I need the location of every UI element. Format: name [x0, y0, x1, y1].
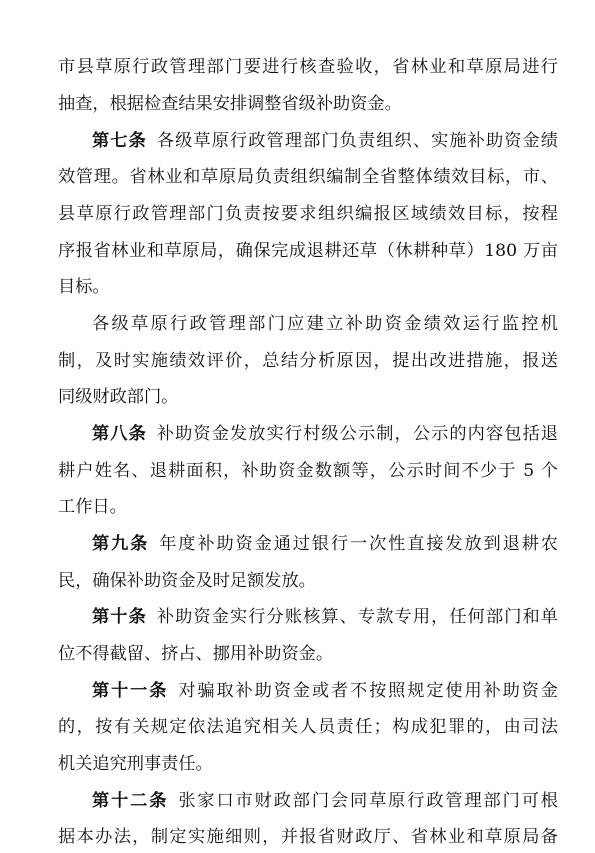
text-line: 耕户姓名、退耕面积，补助资金数额等，公示时间不少于 5 个	[58, 461, 558, 481]
text-line: 县草原行政管理部门负责按要求组织编报区域绩效目标，按程	[58, 204, 558, 224]
article-heading: 第十一条	[92, 681, 169, 701]
article-heading: 第十条	[92, 607, 147, 627]
text-line: 效管理。省林业和草原局负责组织编制全省整体绩效目标，市、	[58, 167, 558, 187]
text-line: 抽查，根据检查结果安排调整省级补助资金。	[58, 94, 402, 114]
text-line: 目标。	[58, 277, 110, 297]
article-first-line: 第十一条 对骗取补助资金或者不按照规定使用补助资金	[92, 681, 558, 701]
article-first-line: 第十二条 张家口市财政部门会同草原行政管理部门可根	[92, 791, 558, 811]
article-heading: 第九条	[92, 534, 150, 554]
article-heading: 第八条	[92, 424, 147, 444]
article-first-line: 第七条 各级草原行政管理部门负责组织、实施补助资金绩	[92, 131, 558, 151]
text-line: 序报省林业和草原局，确保完成退耕还草（休耕种草）180 万亩	[58, 241, 558, 261]
article-heading: 第十二条	[92, 791, 169, 811]
text-line: 市县草原行政管理部门要进行核查验收，省林业和草原局进行	[58, 57, 558, 77]
article-first-line: 第九条 年度补助资金通过银行一次性直接发放到退耕农	[92, 534, 558, 554]
text-line: 工作日。	[58, 497, 127, 517]
article-heading: 第七条	[92, 131, 147, 151]
text-line: 机关追究刑事责任。	[58, 754, 213, 774]
article-first-line: 第十条 补助资金实行分账核算、专款专用，任何部门和单	[92, 607, 558, 627]
text-line: 位不得截留、挤占、挪用补助资金。	[58, 644, 334, 664]
text-line: 的，按有关规定依法追究相关人员责任；构成犯罪的，由司法	[58, 717, 558, 737]
text-line: 据本办法，制定实施细则，并报省财政厅、省林业和草原局备	[58, 827, 558, 847]
text-line: 同级财政部门。	[58, 387, 179, 407]
paragraph-first-line: 各级草原行政管理部门应建立补助资金绩效运行监控机	[92, 314, 558, 334]
text-line: 制，及时实施绩效评价，总结分析原因，提出改进措施，报送	[58, 351, 558, 371]
article-first-line: 第八条 补助资金发放实行村级公示制，公示的内容包括退	[92, 424, 558, 444]
text-line: 民，确保补助资金及时足额发放。	[58, 571, 316, 591]
